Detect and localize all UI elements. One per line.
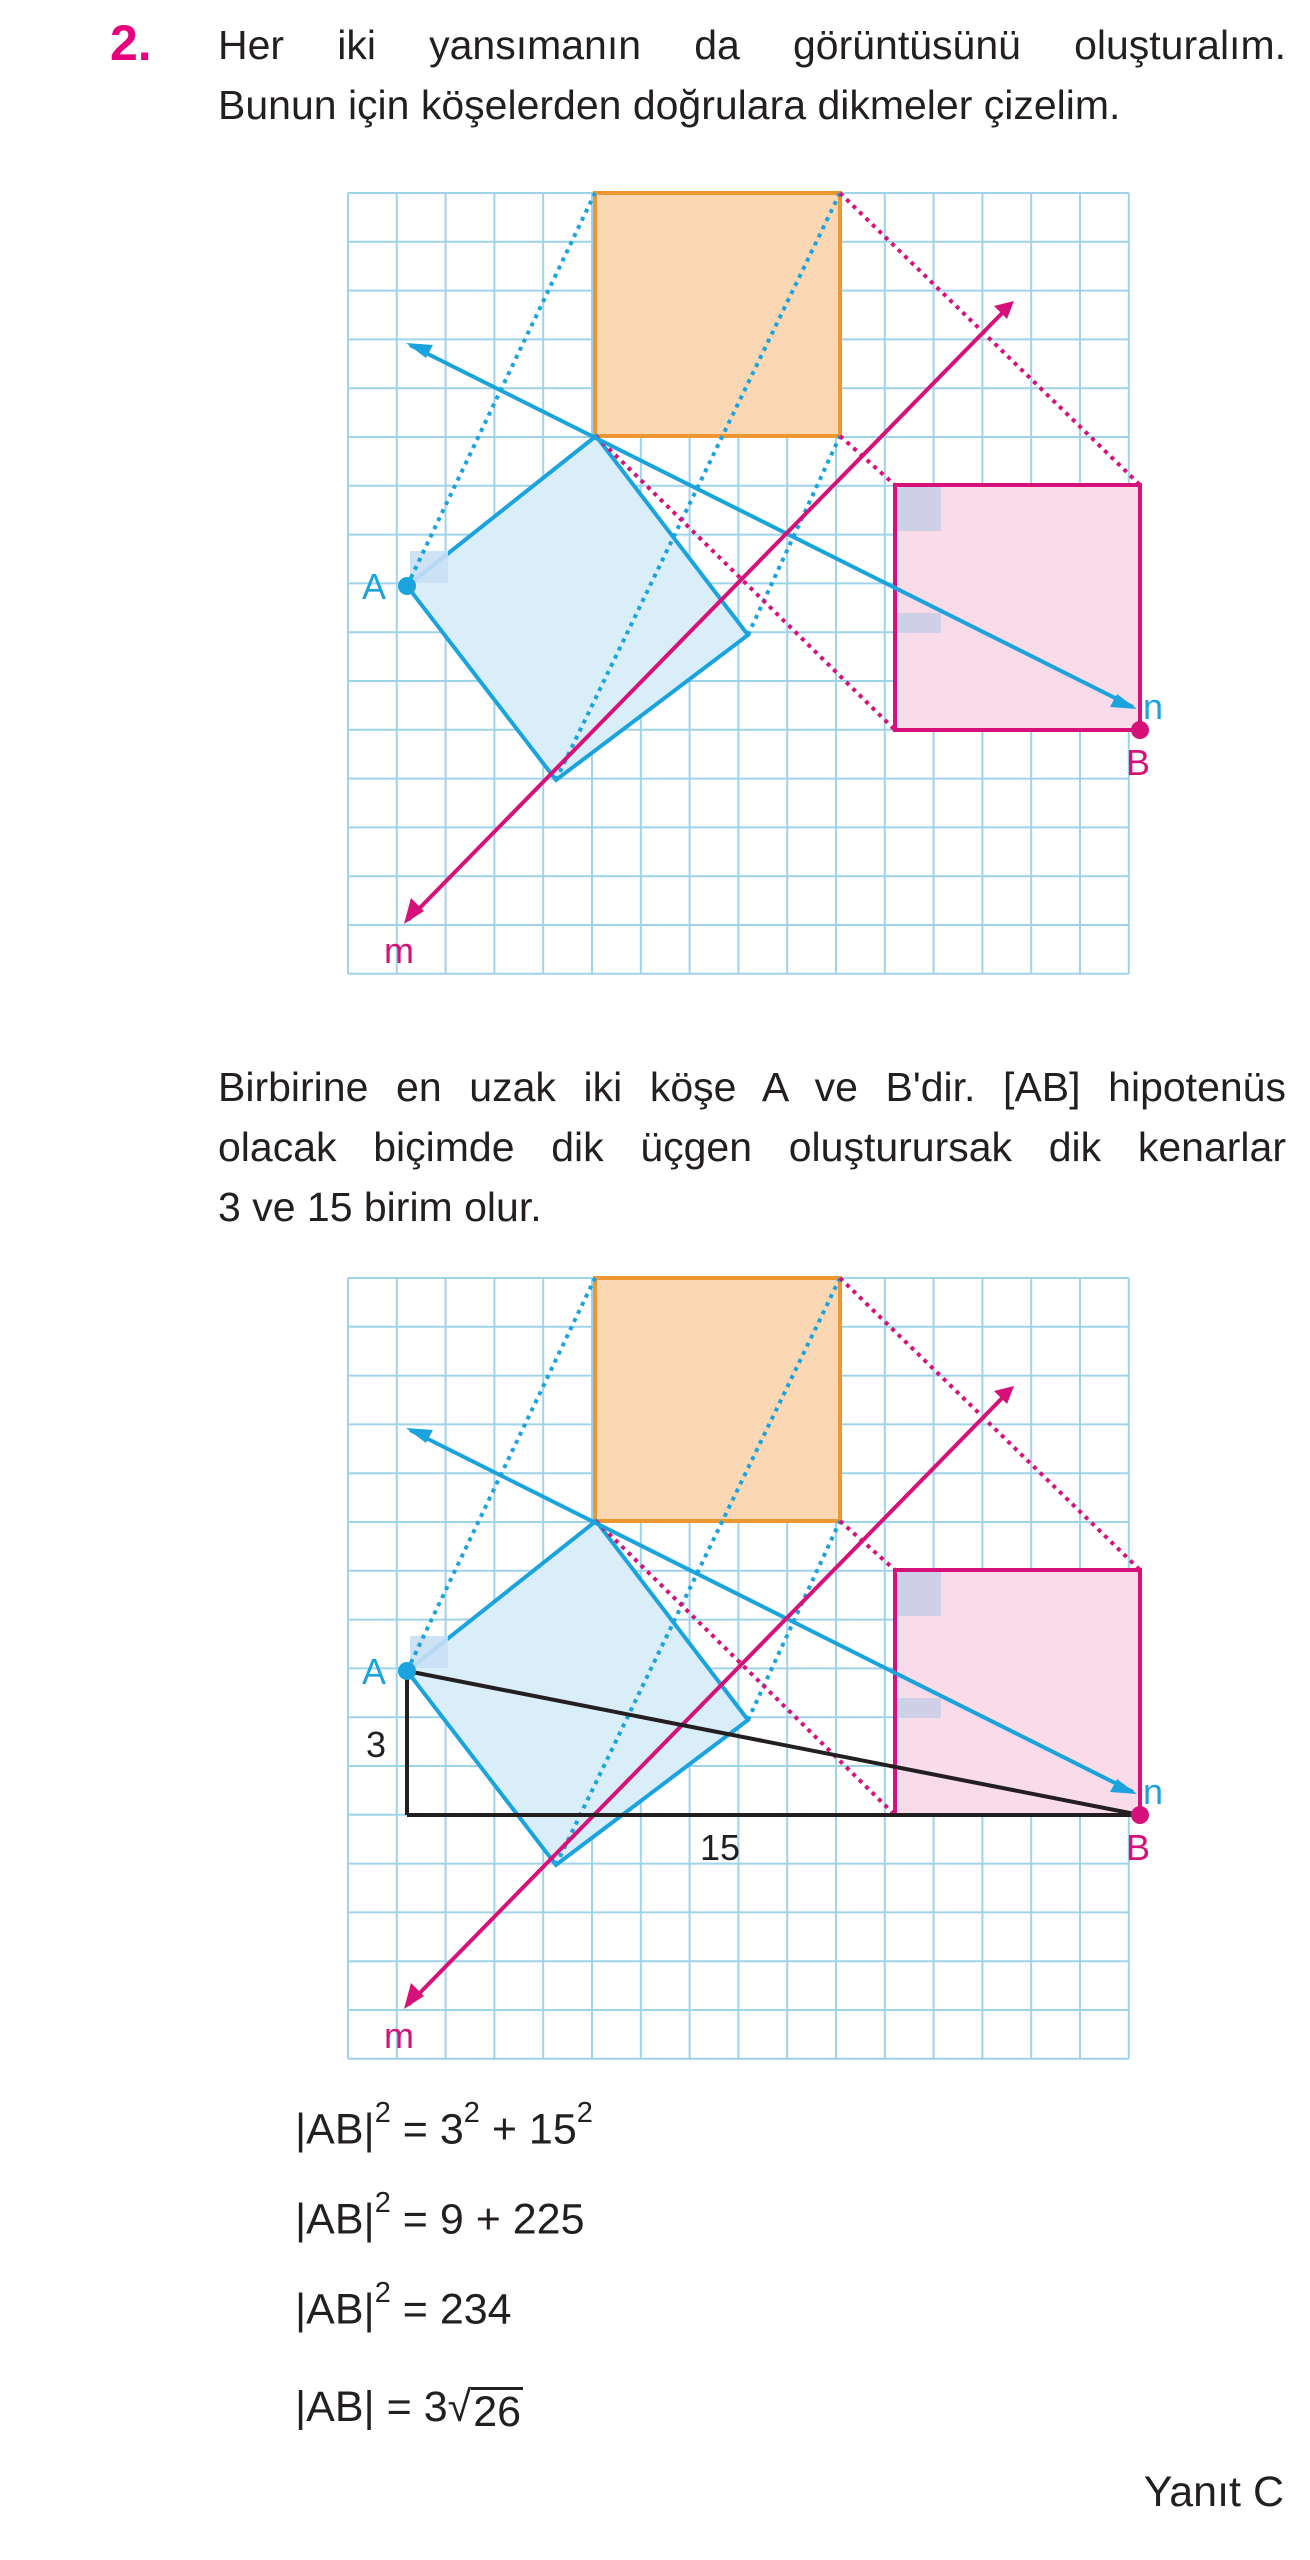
label-n: n (1143, 1771, 1164, 1812)
equation-1: $|AB|^2 = 3^2 + 15^2$ (295, 2097, 593, 2154)
intro-line-1: Her iki yansımanın da görüntüsünü oluşturalım. (218, 22, 1286, 68)
point-a (398, 1662, 416, 1680)
point-a (398, 577, 416, 595)
magenta-square-shade-2 (897, 1698, 941, 1718)
explanation-paragraph (218, 1057, 1286, 1237)
label-a: A (362, 1651, 387, 1692)
magenta-square-shade-1 (897, 1572, 941, 1616)
explanation-line-3: 3 ve 15 birim olur. (218, 1184, 542, 1230)
radical-sign-icon: √ (447, 2383, 472, 2431)
square-root: √ 26 (447, 2383, 522, 2436)
magenta-square-shade-2 (897, 613, 941, 633)
magenta-square-shade-1 (897, 487, 941, 531)
figure-2-right-triangle-grid (340, 1270, 1200, 2070)
label-m: m (384, 930, 414, 971)
question-number: 2. (110, 15, 152, 71)
explanation-line-2: olacak biçimde dik üçgen oluşturursak dik kenarlar (218, 1124, 1286, 1170)
orange-square (595, 193, 840, 436)
label-b: B (1126, 742, 1151, 783)
equation-4: |AB| = 3 √ 26 (295, 2383, 522, 2436)
label-leg-15: 15 (700, 1827, 741, 1868)
label-m: m (384, 2015, 414, 2056)
label-leg-3: 3 (366, 1724, 387, 1765)
answer-label: Yanıt C (1143, 2468, 1284, 2516)
intro-paragraph (218, 15, 1286, 135)
orange-square (595, 1278, 840, 1521)
line-m-arrow-start (404, 898, 424, 924)
label-a: A (362, 566, 387, 607)
explanation-line-1: Birbirine en uzak iki köşe A ve B'dir. [AB] hipotenüs (218, 1064, 1286, 1110)
equation-3: $|AB|^2 = 234$ (295, 2277, 512, 2334)
label-b: B (1126, 1827, 1151, 1868)
line-m-arrow-start (404, 1983, 424, 2009)
figure-1-reflection-grid (340, 185, 1200, 985)
intro-line-2: Bunun için köşelerden doğrulara dikmeler çizelim. (218, 82, 1121, 128)
label-n: n (1143, 686, 1164, 727)
equation-2: $|AB|^2 = 9 + 225$ (295, 2187, 585, 2244)
